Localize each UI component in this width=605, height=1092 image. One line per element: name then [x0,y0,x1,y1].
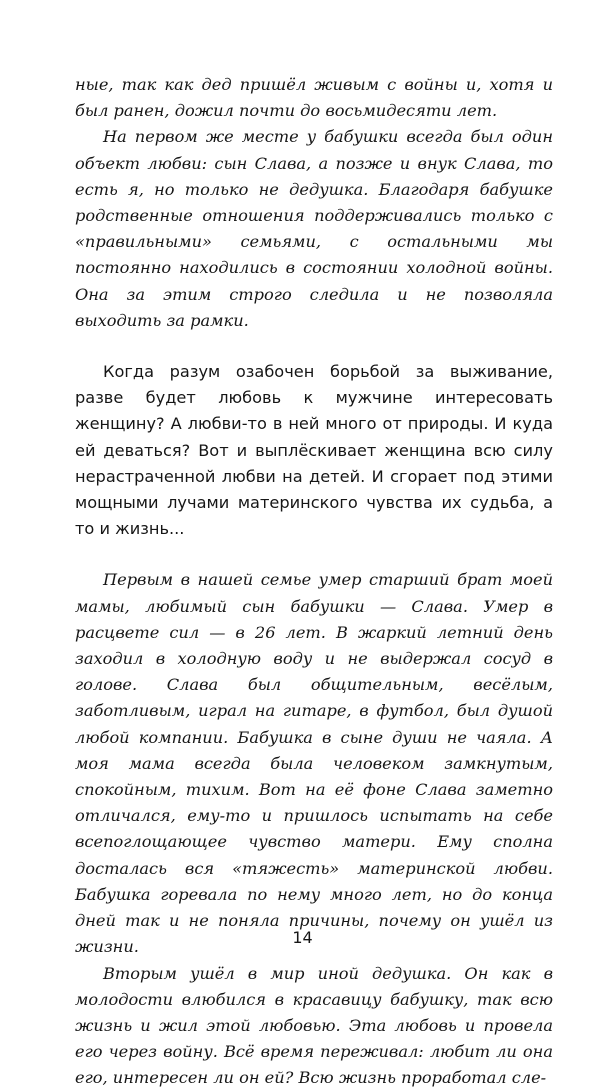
paragraph-grandfather: Вторым ушёл в мир иной дедушка. Он как в молодости влюбился в красавицу бабушку, так всю жизнь и жил этой любовью. Эта любовь и провела его через войну. Всё время переживал: любит ли она его, интересен ли он ей? Всю жизнь проработал сле- [75,963,553,1088]
page-number: 14 [292,928,313,947]
paragraph-uncle-slava: Первым в нашей семье умер старший брат моей мамы, любимый сын бабушки — Слава. Умер в расцвете сил — в 26 лет. В жаркий летний день заходил в холодную воду и не выдержал сосуд в голове. Слава был общительным, весёлым, заботливым, играл на гитаре, в футбол, был душой любой компании. Бабушка в сыне души не чаяла. А моя мама всегда была человеком замкнутым, спокойным, тихим. Вот на её фоне Слава заметно отличался, ему-то и пришлось испытать на себе всепоглощающее чувство матери. Ему сполна досталась вся «тяжесть» материнской любви. Бабушка горевала по нему много лет, но до конца дней так и не поняла причины, почему он ушёл из жизни. [75,570,553,957]
paragraph-mind-survival: Когда разум озабочен борьбой за выживание, разве будет любовь к мужчине интересовать женщину? А любви-то в ней много от природы. И куда ей деваться? Вот и выплёскивает женщина всю силу нерастраченной любви на детей. И сгорает под этими мощными лучами материнского чувства их судьба, а то и жизнь... [75,362,553,539]
paragraph-grandmother-love: На первом же месте у бабушки всегда был один объект любви: сын Слава, а позже и внук Слава, то есть я, но только не дедушка. Благодаря бабушке родственные отношения поддерживались только с «правильными» семьями, с остальными мы постоянно находились в состоянии холодной войны. Она за этим строго следила и не позволяла выходить за рамки. [75,127,553,330]
section-gap [75,334,553,359]
paragraph-continuation: ные, так как дед пришёл живым с войны и, хотя и был ранен, дожил почти до восьмидесяти лет. [75,75,553,121]
section-gap [75,542,553,567]
